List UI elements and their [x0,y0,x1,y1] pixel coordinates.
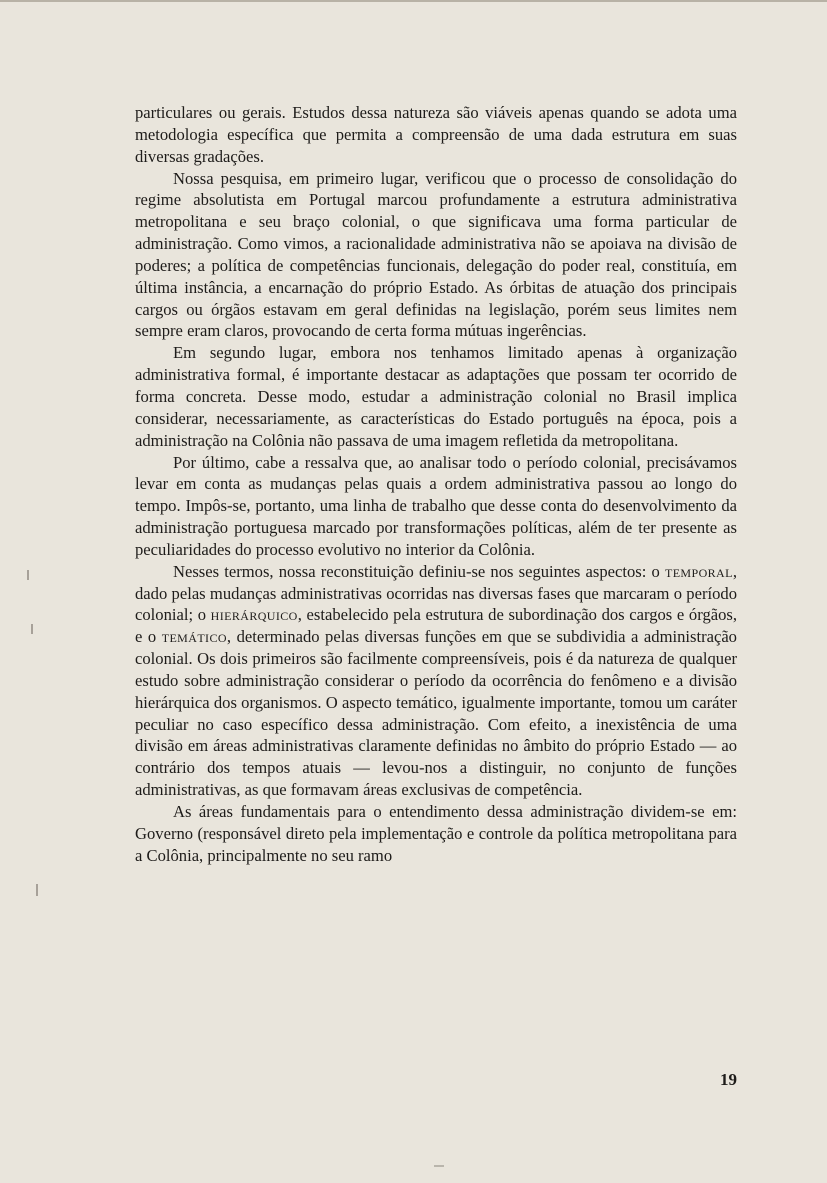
text-run: Nesses termos, nossa reconstituição definiu-se nos seguintes aspectos: o [173,561,665,581]
margin-mark [27,570,29,580]
text-run: Em segundo lugar, embora nos tenhamos limitado apenas à organização administrativa formal, é importante destacar as adaptações que possam ter ocorrido de forma concreta. Desse modo, estudar a administração colonial no Brasil implica considerar, necessariamente, as características do Estado português na época, pois a administração na Colônia não passava de uma imagem refletida da metropolitana. [135,343,737,450]
page-number: 19 [720,1070,737,1089]
term-temporal: temporal [664,561,733,581]
text-run: particulares ou gerais. Estudos dessa natureza são viáveis apenas quando se adota uma metodologia específica que permita a compreensão de uma dada estrutura em suas diversas gradações. [135,103,737,166]
paragraph [135,102,737,168]
term-hierarquico: hierárquico [210,605,298,625]
paragraph [135,342,737,451]
text-run: As áreas fundamentais para o entendimento dessa administração dividem-se em: Governo (responsável direto pela implementação e controle da política metropolitana para a Colônia, principalmente no seu ramo [135,802,737,865]
body-text [135,102,737,867]
paragraph [135,452,737,561]
text-run: Nossa pesquisa, em primeiro lugar, verificou que o processo de consolidação do regime absolutista em Portugal marcou profundamente a estrutura administrativa metropolitana e seu braço colonial, o que significava uma forma particular de administração. Como vimos, a racionalidade administrativa não se apoiava na divisão de poderes; a política de competências funcionais, delegação do poder real, constituía, em última instância, a encarnação do próprio Estado. As órbitas de atuação dos principais cargos ou órgãos estavam em geral definidas na legislação, porém seus limites nem sempre eram claros, provocando de certa forma mútuas ingerências. [135,168,737,341]
text-run: , determinado pelas diversas funções em que se subdividia a administração colonial. Os dois primeiros são facilmente compreensíveis, pois é da natureza de qualquer estudo sobre administração considerar o período da ocorrência do fenômeno e a divisão hierárquica dos organismos. O aspecto temático, igualmente importante, tomou um caráter peculiar no caso específico dessa administração. Com efeito, a inexistência de uma divisão em áreas administrativas claramente definidas no âmbito do próprio Estado — ao contrário dos tempos atuais — levou-nos a distinguir, no conjunto de funções administrativas, as que formavam áreas exclusivas de competência. [135,627,737,800]
paragraph [135,801,737,867]
text-run: Por último, cabe a ressalva que, ao analisar todo o período colonial, precisávamos levar em conta as mudanças pelas quais a ordem administrativa passou ao longo do tempo. Impôs-se, portanto, uma linha de trabalho que desse conta do desenvolvimento da administração portuguesa marcado por transformações políticas, além de ter presente as peculiaridades do processo evolutivo no interior da Colônia. [135,452,737,559]
paragraph [135,168,737,343]
margin-mark [31,624,33,634]
margin-mark [36,884,38,896]
text-run: , dado pelas mudanças administrativas ocorridas nas diversas fases que marcaram o período colonial; o [135,561,737,625]
term-tematico: temático [161,627,227,647]
text-run: , estabelecido pela estrutura de subordinação dos cargos e órgãos, e o [135,605,738,647]
paragraph [135,561,737,801]
bottom-mark [434,1165,444,1167]
